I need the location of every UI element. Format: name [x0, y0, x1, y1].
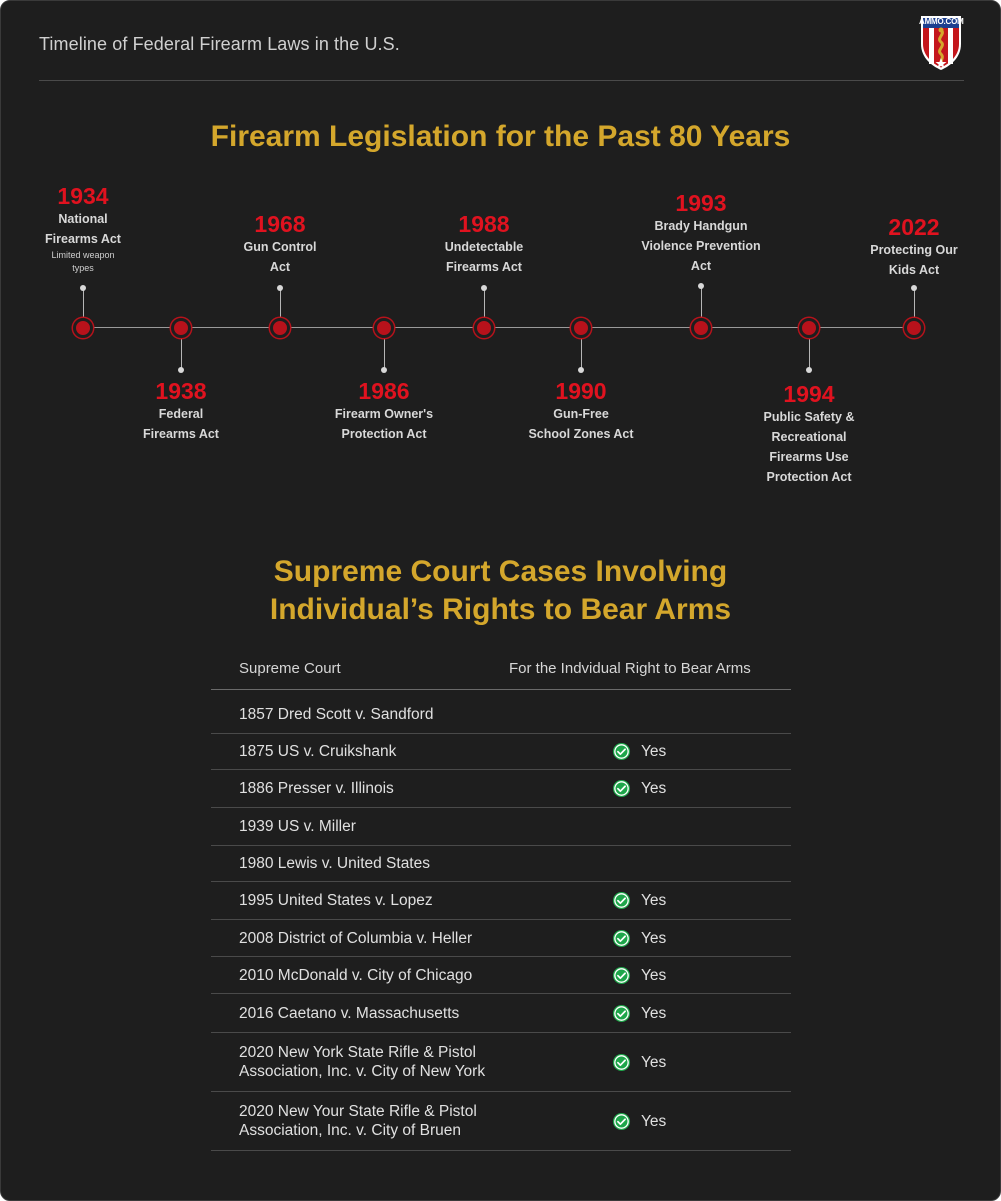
timeline-act-name: Firearms Act [143, 427, 219, 441]
timeline-dot [691, 318, 711, 338]
table-row [211, 846, 791, 882]
timeline-stem-end [806, 367, 812, 373]
verdict-label: Yes [641, 1053, 667, 1071]
timeline-act-name: Violence Prevention [641, 239, 761, 253]
case-name-line: Association, Inc. v. City of Bruen [239, 1122, 461, 1139]
page-title: Timeline of Federal Firearm Laws in the U.S. [39, 34, 400, 54]
timeline-stem-end [698, 283, 704, 289]
timeline-act-name: Firearms Use [769, 450, 849, 464]
case-name-line: Association, Inc. v. City of New York [239, 1063, 486, 1080]
timeline-title: Firearm Legislation for the Past 80 Years [210, 120, 791, 153]
timeline-act-name: Protection Act [766, 470, 852, 484]
verdict-label: Yes [641, 891, 667, 909]
table-row [211, 1033, 791, 1092]
case-name [239, 1102, 519, 1140]
column-header-right: For the Indvidual Right to Bear Arms [509, 660, 751, 677]
case-name [239, 966, 519, 985]
header-divider [39, 80, 964, 81]
table-row [211, 1092, 791, 1151]
case-name [239, 1004, 519, 1023]
case-name [239, 1043, 519, 1081]
table-row [211, 957, 791, 994]
table-row [211, 920, 791, 957]
timeline-act-name: Brady Handgun [654, 219, 748, 233]
timeline-stem-end [578, 367, 584, 373]
timeline-act-name: Recreational [771, 430, 847, 444]
timeline-act-name: School Zones Act [528, 427, 634, 441]
timeline-act-name: Protection Act [341, 427, 427, 441]
timeline-note: Limited weapon types [51, 250, 115, 273]
logo-text: AMMO.COM [919, 17, 964, 26]
timeline-stem-end [481, 285, 487, 291]
case-name-line: 2020 New Your State Rifle & Pistol [239, 1103, 477, 1120]
timeline-stem-end [178, 367, 184, 373]
verdict-yes [612, 929, 666, 948]
case-name [239, 854, 519, 873]
timeline-year: 1934 [57, 183, 109, 209]
cases-title-line2: Individual’s Rights to Bear Arms [269, 593, 732, 626]
case-name-line: 1886 Presser v. Illinois [239, 780, 394, 797]
timeline-dot [171, 318, 191, 338]
case-name [239, 929, 519, 948]
table-row [211, 808, 791, 846]
table-row [211, 734, 791, 770]
timeline-act-name: Undetectable [444, 240, 524, 254]
timeline-year: 1993 [675, 190, 727, 216]
verdict-label: Yes [641, 779, 667, 797]
timeline-event-1934 [0, 183, 173, 275]
timeline-stem-end [277, 285, 283, 291]
check-circle-icon [612, 966, 631, 985]
timeline-event-1986 [294, 378, 474, 444]
verdict-yes [612, 966, 666, 985]
timeline-act-name: Act [269, 260, 291, 274]
timeline-axis [83, 327, 915, 328]
table-body [211, 690, 791, 1151]
timeline-act-name: Firearms Act [45, 232, 121, 246]
timeline-dot [474, 318, 494, 338]
case-name [239, 817, 519, 836]
timeline-act-name: Public Safety & [763, 410, 855, 424]
ammo-com-logo[interactable] [919, 14, 963, 71]
table-row [211, 882, 791, 920]
table-header [211, 649, 791, 690]
check-circle-icon [612, 779, 631, 798]
timeline-act-name: Firearms Act [446, 260, 522, 274]
case-name-line: 1875 US v. Cruikshank [239, 743, 397, 760]
timeline-act-name: National [58, 212, 108, 226]
case-name [239, 891, 519, 910]
timeline-act-name: Firearm Owner's [334, 407, 434, 421]
timeline-dot [799, 318, 819, 338]
timeline-event-1993 [611, 190, 791, 276]
timeline-stem-end [911, 285, 917, 291]
case-name-line: 2008 District of Columbia v. Heller [239, 930, 473, 947]
case-name [239, 779, 519, 798]
timeline-event-1990 [491, 378, 671, 444]
cases-table [211, 649, 791, 1151]
case-name-line: 1980 Lewis v. United States [239, 855, 430, 872]
case-name-line: 1857 Dred Scott v. Sandford [239, 706, 434, 723]
check-circle-icon [612, 742, 631, 761]
timeline-act-name: Gun-Free [553, 407, 609, 421]
case-name-line: 2016 Caetano v. Massachusetts [239, 1005, 460, 1022]
timeline-year: 1938 [155, 378, 207, 404]
cases-title-line1: Supreme Court Cases Involving [273, 555, 728, 588]
check-circle-icon [612, 1112, 631, 1131]
case-name-line: 2010 McDonald v. City of Chicago [239, 967, 473, 984]
table-row [211, 994, 791, 1033]
timeline-stem-end [381, 367, 387, 373]
timeline-act-name: Gun Control [243, 240, 317, 254]
timeline-act-name: Federal [158, 407, 204, 421]
verdict-yes [612, 779, 666, 798]
timeline-act-name: Act [690, 259, 712, 273]
table-row [211, 770, 791, 808]
timeline-event-1994 [719, 381, 899, 487]
case-name-line: 1939 US v. Miller [239, 818, 356, 835]
verdict-label: Yes [641, 1004, 667, 1022]
check-circle-icon [612, 1004, 631, 1023]
column-header-court: Supreme Court [239, 660, 341, 677]
check-circle-icon [612, 929, 631, 948]
timeline-dot [270, 318, 290, 338]
verdict-label: Yes [641, 742, 667, 760]
timeline-year: 1968 [254, 211, 306, 237]
timeline-dot [73, 318, 93, 338]
timeline-act-name: Protecting Our [870, 243, 958, 257]
case-name [239, 742, 519, 761]
timeline-year: 2022 [888, 214, 940, 240]
verdict-yes [612, 891, 666, 910]
verdict-yes [612, 742, 666, 761]
cases-title [1, 553, 1000, 629]
timeline-stem-end [80, 285, 86, 291]
timeline-event-1938 [91, 378, 271, 444]
timeline-year: 1994 [783, 381, 835, 407]
check-circle-icon [612, 891, 631, 910]
timeline-act-name: Kids Act [888, 263, 940, 277]
table-row [211, 690, 791, 734]
case-name-line: 1995 United States v. Lopez [239, 892, 433, 909]
timeline-event-2022 [824, 214, 1001, 280]
timeline-dot [571, 318, 591, 338]
check-circle-icon [612, 1053, 631, 1072]
case-name-line: 2020 New York State Rifle & Pistol [239, 1044, 476, 1061]
timeline-event-1988 [394, 211, 574, 277]
verdict-yes [612, 1004, 666, 1023]
verdict-yes [612, 1112, 666, 1131]
verdict-label: Yes [641, 1112, 667, 1130]
timeline-year: 1990 [555, 378, 607, 404]
verdict-yes [612, 1053, 666, 1072]
timeline-dot [374, 318, 394, 338]
verdict-label: Yes [641, 929, 667, 947]
timeline-dot [904, 318, 924, 338]
timeline-year: 1988 [458, 211, 510, 237]
timeline-event-1968 [190, 211, 370, 277]
verdict-label: Yes [641, 966, 667, 984]
timeline-year: 1986 [358, 378, 410, 404]
case-name [239, 705, 519, 724]
